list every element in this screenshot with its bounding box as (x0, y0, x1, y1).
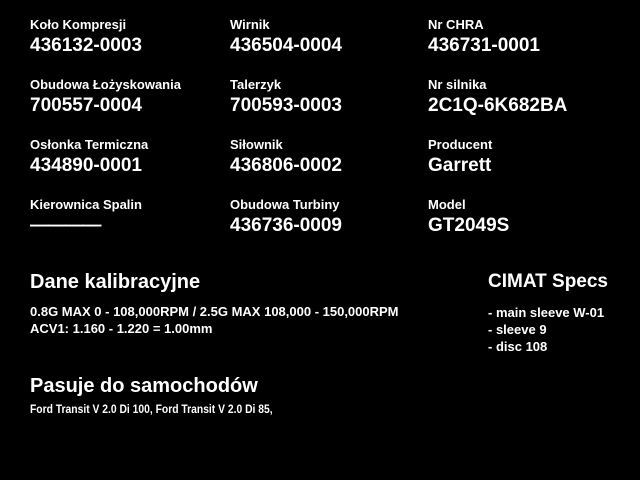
calibration-title: Dane kalibracyjne (30, 271, 201, 293)
part-label: Producent (428, 137, 493, 152)
fitment-section (30, 376, 312, 416)
part-label: Obudowa Turbiny (230, 197, 340, 212)
part-label: Osłonka Termiczna (30, 137, 149, 152)
part-field-model (428, 198, 630, 258)
part-value: 436731-0001 (428, 35, 540, 56)
part-label: Siłownik (230, 137, 283, 152)
part-field-engine-number (428, 78, 630, 138)
cimat-specs-title: CIMAT Specs (488, 271, 609, 292)
part-field-manufacturer (428, 138, 630, 198)
part-label: Nr CHRA (428, 17, 484, 32)
part-value: 2C1Q-6K682BA (428, 95, 568, 116)
part-label: Wirnik (230, 17, 270, 32)
cimat-spec-item: - disc 108 (488, 339, 548, 354)
part-value: 700557-0004 (30, 95, 142, 116)
cimat-spec-item: - sleeve 9 (488, 322, 547, 337)
part-label: Model (428, 197, 466, 212)
part-value: 436806-0002 (230, 155, 342, 176)
cimat-specs-list (488, 304, 608, 355)
part-value: 700593-0003 (230, 95, 342, 116)
part-field-nozzle-ring (30, 198, 230, 258)
fitment-car-list: Ford Transit V 2.0 Di 100, Ford Transit V 2.0 Di 85, (30, 402, 273, 416)
part-value: Garrett (428, 155, 492, 176)
parts-grid (30, 18, 630, 258)
part-field-heat-shield (30, 138, 230, 198)
part-field-turbine-wheel (230, 18, 428, 78)
fitment-title: Pasuje do samochodów (30, 375, 258, 397)
part-value-dash: ———— (30, 215, 100, 236)
calibration-lines (30, 303, 399, 337)
calibration-line-rpm: 0.8G MAX 0 - 108,000RPM / 2.5G MAX 108,000 - 150,000RPM (30, 304, 399, 319)
cimat-specs-section (488, 272, 608, 355)
part-value: 434890-0001 (30, 155, 142, 176)
part-label: Talerzyk (230, 77, 282, 92)
part-label: Obudowa Łożyskowania (30, 77, 181, 92)
part-field-chra-number (428, 18, 630, 78)
part-label: Nr silnika (428, 77, 487, 92)
part-field-turbine-housing (230, 198, 428, 258)
part-value: GT2049S (428, 215, 510, 236)
calibration-line-acv: ACV1: 1.160 - 1.220 = 1.00mm (30, 321, 213, 336)
part-label: Kierownica Spalin (30, 197, 142, 212)
calibration-section (30, 272, 399, 337)
part-field-backplate (230, 78, 428, 138)
part-field-actuator (230, 138, 428, 198)
part-field-bearing-housing (30, 78, 230, 138)
part-value: 436504-0004 (230, 35, 342, 56)
part-field-compressor-wheel (30, 18, 230, 78)
part-value: 436132-0003 (30, 35, 142, 56)
part-label: Koło Kompresji (30, 17, 127, 32)
part-value: 436736-0009 (230, 215, 342, 236)
cimat-spec-item: - main sleeve W-01 (488, 305, 605, 320)
